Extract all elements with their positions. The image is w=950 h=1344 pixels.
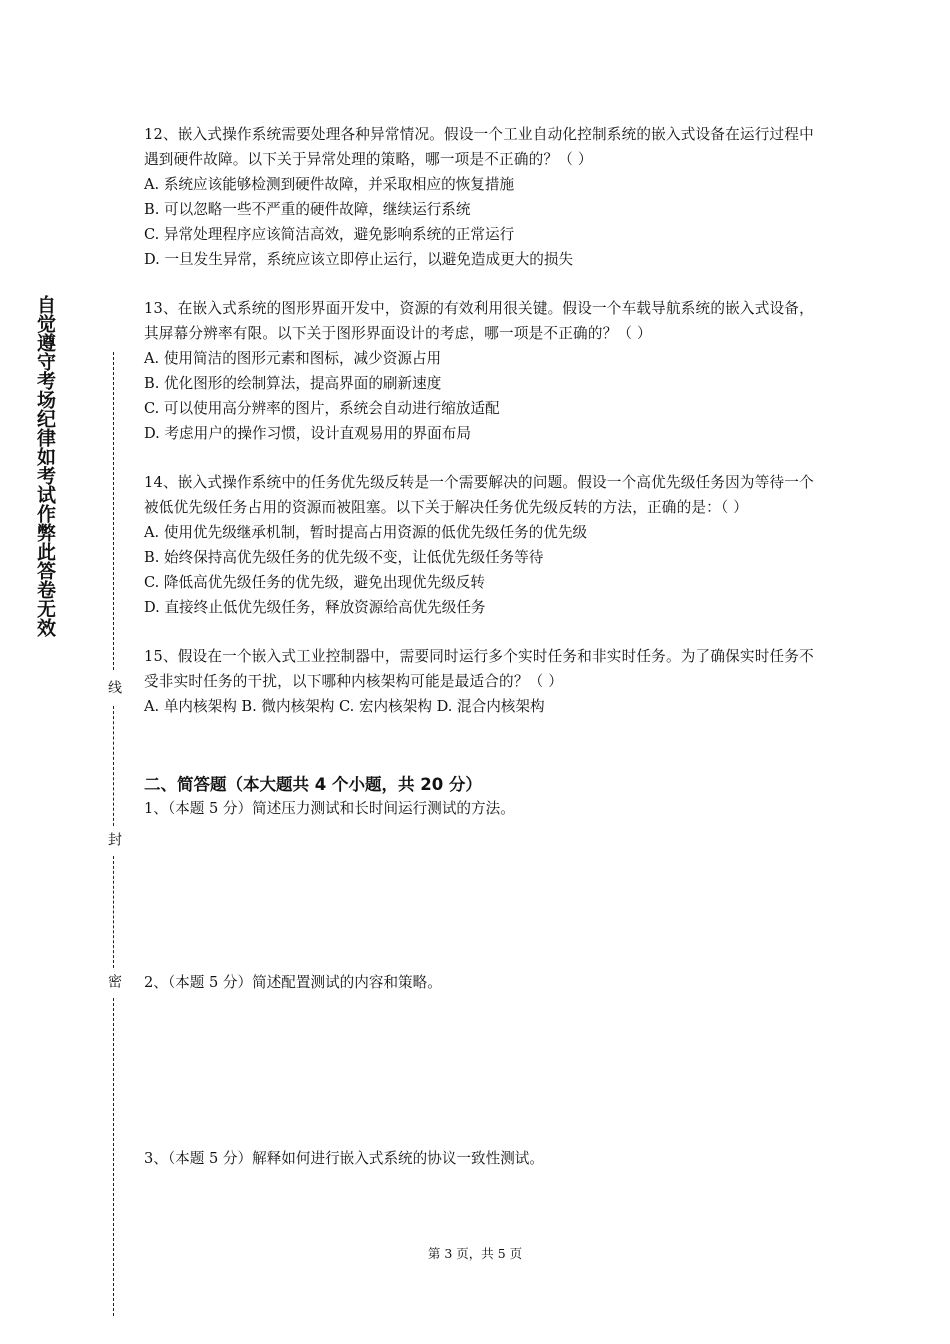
- option-b: B. 可以忽略一些不严重的硬件故障，继续运行系统: [144, 201, 471, 218]
- option-a: A. 使用简洁的图形元素和图标，减少资源占用: [144, 350, 442, 367]
- option-b: B. 优化图形的绘制算法，提高界面的刷新速度: [144, 375, 442, 392]
- binding-char-seal: 封: [106, 832, 122, 846]
- exam-discipline-warning: 自觉遵守考场纪律如考试作弊此答卷无效: [34, 295, 56, 637]
- question-13: [144, 296, 814, 446]
- binding-char-secret: 密: [106, 974, 122, 988]
- question-stem: 12、嵌入式操作系统需要处理各种异常情况。假设一个工业自动化控制系统的嵌入式设备在运行过程中遇到硬件故障。以下关于异常处理的策略，哪一项是不正确的？（ ）: [144, 126, 814, 168]
- short-answer-3: 3、（本题 5 分）解释如何进行嵌入式系统的协议一致性测试。: [144, 1150, 544, 1167]
- binding-char-line: 线: [106, 680, 122, 694]
- option-c: C. 异常处理程序应该简洁高效，避免影响系统的正常运行: [144, 226, 515, 243]
- question-15: [144, 644, 814, 719]
- short-answer-2: 2、（本题 5 分）简述配置测试的内容和策略。: [144, 974, 442, 991]
- option-a: A. 使用优先级继承机制，暂时提高占用资源的低优先级任务的优先级: [144, 524, 588, 541]
- binding-dashed-line: [113, 352, 114, 670]
- short-answer-1: 1、（本题 5 分）简述压力测试和长时间运行测试的方法。: [144, 800, 515, 817]
- page-number: 第 3 页，共 5 页: [427, 1246, 523, 1261]
- question-14: [144, 470, 814, 620]
- question-stem: 14、嵌入式操作系统中的任务优先级反转是一个需要解决的问题。假设一个高优先级任务因为等待一个被低优先级任务占用的资源而被阻塞。以下关于解决任务优先级反转的方法，正确的是：（ ）: [144, 474, 814, 516]
- question-12: [144, 122, 814, 272]
- option-c: C. 降低高优先级任务的优先级，避免出现优先级反转: [144, 574, 485, 591]
- option-d: D. 考虑用户的操作习惯，设计直观易用的界面布局: [144, 425, 471, 442]
- option-c: C. 可以使用高分辨率的图片，系统会自动进行缩放适配: [144, 400, 500, 417]
- binding-dashed-line: [113, 998, 114, 1316]
- binding-dashed-line: [113, 706, 114, 826]
- option-a: A. 系统应该能够检测到硬件故障，并采取相应的恢复措施: [144, 176, 515, 193]
- choice-questions: [144, 122, 814, 719]
- question-stem: 13、在嵌入式系统的图形界面开发中，资源的有效利用很关键。假设一个车载导航系统的嵌入式设备，其屏幕分辨率有限。以下关于图形界面设计的考虑，哪一项是不正确的？（ ）: [144, 300, 814, 342]
- binding-dashed-line: [113, 856, 114, 968]
- option-d: D. 直接终止低优先级任务，释放资源给高优先级任务: [144, 599, 486, 616]
- section-title-short-answer: 二、简答题（本大题共 4 个小题，共 20 分）: [144, 775, 482, 794]
- option-b: B. 始终保持高优先级任务的优先级不变，让低优先级任务等待: [144, 549, 544, 566]
- option-d: D. 一旦发生异常，系统应该立即停止运行，以避免造成更大的损失: [144, 251, 574, 268]
- options-inline: A. 单内核架构 B. 微内核架构 C. 宏内核架构 D. 混合内核架构: [144, 698, 545, 715]
- question-stem: 15、假设在一个嵌入式工业控制器中，需要同时运行多个实时任务和非实时任务。为了确保实时任务不受非实时任务的干扰，以下哪种内核架构可能是最适合的？（ ）: [144, 648, 814, 690]
